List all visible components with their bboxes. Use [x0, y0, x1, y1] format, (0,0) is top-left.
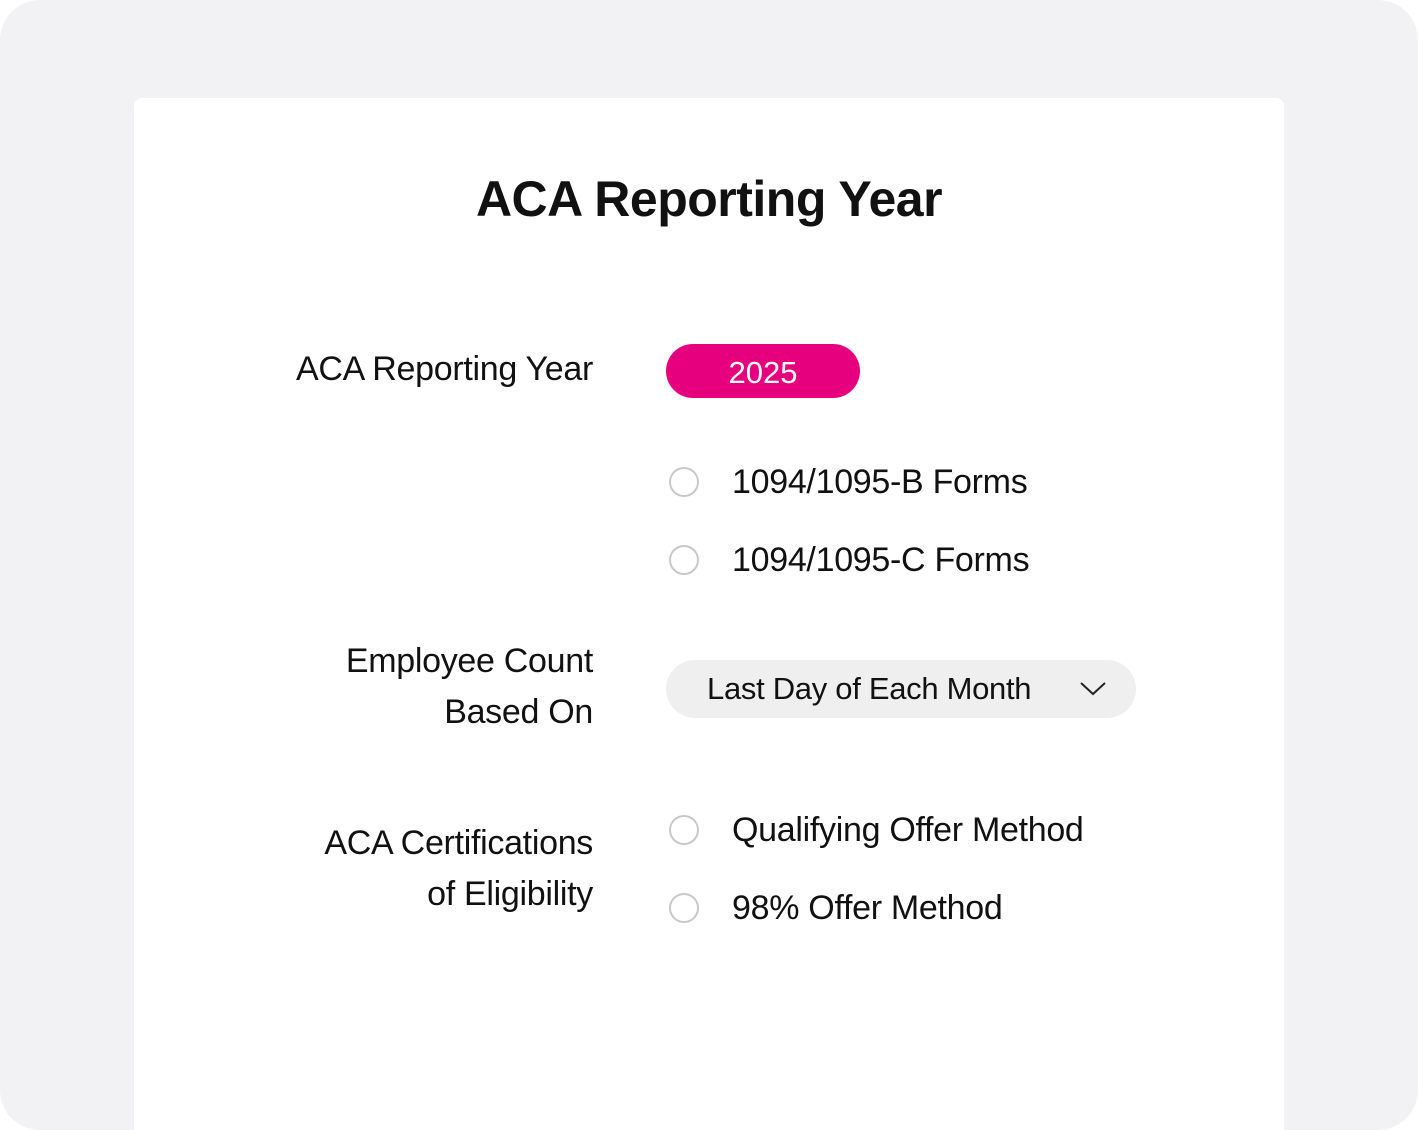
radio-button[interactable] — [669, 893, 699, 923]
certifications-label-line2: of Eligibility — [427, 875, 593, 913]
radio-button[interactable] — [669, 545, 699, 575]
reporting-year-button[interactable]: 2025 — [666, 344, 860, 398]
radio-option-b-forms[interactable] — [669, 462, 1027, 502]
employee-count-label — [346, 636, 593, 738]
radio-button[interactable] — [669, 467, 699, 497]
radio-option-98-offer[interactable] — [669, 888, 1003, 928]
radio-label: 1094/1095-C Forms — [732, 540, 1030, 579]
radio-option-c-forms[interactable] — [669, 540, 1029, 580]
radio-label: Qualifying Offer Method — [732, 810, 1084, 849]
chevron-down-icon — [1080, 682, 1106, 696]
employee-count-dropdown[interactable] — [666, 660, 1136, 718]
page-title: ACA Reporting Year — [475, 171, 943, 227]
radio-label: 98% Offer Method — [732, 888, 1003, 927]
dropdown-selected-value: Last Day of Each Month — [707, 671, 1032, 706]
certifications-label — [324, 818, 593, 920]
settings-card — [134, 98, 1284, 1130]
radio-option-qualifying-offer[interactable] — [669, 810, 1084, 850]
reporting-year-label: ACA Reporting Year — [295, 350, 593, 388]
radio-label: 1094/1095-B Forms — [732, 462, 1028, 501]
radio-button[interactable] — [669, 815, 699, 845]
employee-count-label-line2: Based On — [444, 693, 593, 731]
certifications-label-line1: ACA Certifications — [324, 824, 593, 862]
employee-count-label-line1: Employee Count — [345, 642, 593, 680]
